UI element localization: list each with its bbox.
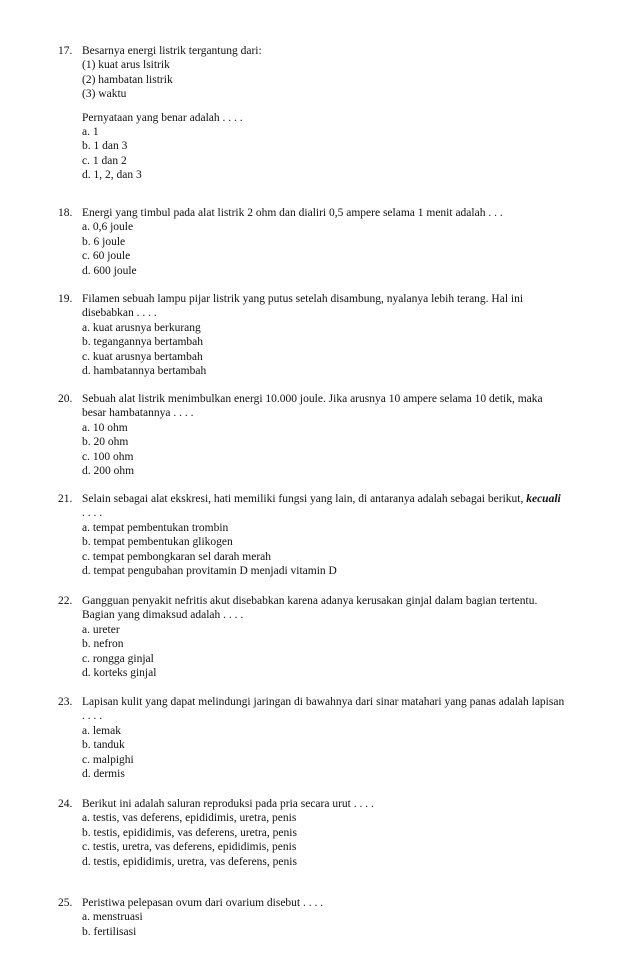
question-number: 17. xyxy=(58,45,73,57)
option-c: c. testis, uretra, vas deferens, epididimis, penis xyxy=(82,841,297,854)
option-a: a. tempat pembentukan trombin xyxy=(82,521,229,534)
option-a: a. kuat arusnya berkurang xyxy=(82,321,201,334)
question-25 xyxy=(58,896,618,939)
question-stem-followup: Pernyataan yang benar adalah . . . . xyxy=(82,111,243,124)
question-stem-cont: . . . . xyxy=(82,507,103,520)
question-body xyxy=(82,392,618,478)
question-number: 23. xyxy=(58,696,73,708)
question-stem: Sebuah alat listrik menimbulkan energi 10.000 joule. Jika arusnya 10 ampere selama 10 detik, maka xyxy=(82,393,543,405)
question-number: 24. xyxy=(58,798,73,810)
question-body xyxy=(82,44,618,183)
question-stem-cont: besar hambatannya . . . . xyxy=(82,407,194,420)
option-c: c. 100 ohm xyxy=(82,450,134,463)
option-b: b. nefron xyxy=(82,638,124,651)
option-b: b. tegangannya bertambah xyxy=(82,336,204,349)
statement-item: (1) kuat arus lsitrik xyxy=(82,59,170,72)
option-d: d. hambatannya bertambah xyxy=(82,365,207,378)
question-stem: Filamen sebuah lampu pijar listrik yang putus setelah disambung, nyalanya lebih terang. Hal ini xyxy=(82,293,524,305)
question-number: 18. xyxy=(58,207,73,219)
option-b: b. 1 dan 3 xyxy=(82,140,128,153)
option-d: d. korteks ginjal xyxy=(82,667,157,680)
question-22 xyxy=(58,594,618,680)
option-d: d. tempat pengubahan provitamin D menjadi vitamin D xyxy=(82,565,337,578)
question-number: 19. xyxy=(58,293,73,305)
question-stem: Lapisan kulit yang dapat melindungi jaringan di bawahnya dari sinar matahari yang panas adalah lapisan xyxy=(82,696,565,708)
question-body xyxy=(82,695,618,781)
option-b: b. tempat pembentukan glikogen xyxy=(82,536,233,549)
question-23 xyxy=(58,695,618,781)
question-stem-cont: . . . . xyxy=(82,710,103,723)
option-b: b. testis, epididimis, vas deferens, uretra, penis xyxy=(82,826,297,839)
question-stem xyxy=(82,492,618,506)
option-b: b. tanduk xyxy=(82,739,125,752)
question-20 xyxy=(58,392,618,478)
option-d: d. 1, 2, dan 3 xyxy=(82,169,142,182)
option-a: a. testis, vas deferens, epididimis, uretra, penis xyxy=(82,812,297,825)
option-d: d. testis, epididimis, uretra, vas deferens, penis xyxy=(82,855,297,868)
question-body xyxy=(82,896,618,939)
question-body xyxy=(82,292,618,378)
option-c: c. 1 dan 2 xyxy=(82,154,127,167)
question-24 xyxy=(58,797,618,869)
question-number: 22. xyxy=(58,595,73,607)
question-number: 21. xyxy=(58,493,73,505)
question-body xyxy=(82,797,618,869)
option-a: a. 1 xyxy=(82,126,99,139)
statement-item: (3) waktu xyxy=(82,88,127,101)
question-18 xyxy=(58,206,618,278)
option-d: d. 200 ohm xyxy=(82,465,135,478)
option-c: c. malpighi xyxy=(82,753,134,766)
option-d: d. dermis xyxy=(82,768,125,781)
option-b: b. 6 joule xyxy=(82,235,126,248)
option-a: a. 10 ohm xyxy=(82,421,128,434)
statement-item: (2) hambatan listrik xyxy=(82,73,173,86)
question-body xyxy=(82,492,618,578)
option-c: c. 60 joule xyxy=(82,250,131,263)
question-19 xyxy=(58,292,618,378)
question-21 xyxy=(58,492,618,578)
option-b: b. fertilisasi xyxy=(82,925,137,938)
option-d: d. 600 joule xyxy=(82,264,137,277)
option-c: c. tempat pembongkaran sel darah merah xyxy=(82,550,272,563)
question-number: 20. xyxy=(58,393,73,405)
option-a: a. ureter xyxy=(82,623,120,636)
question-stem: Energi yang timbul pada alat listrik 2 ohm dan dialiri 0,5 ampere selama 1 menit adalah . . . xyxy=(82,207,503,219)
option-a: a. menstruasi xyxy=(82,911,143,924)
question-stem: Peristiwa pelepasan ovum dari ovarium disebut . . . . xyxy=(82,897,324,909)
question-body xyxy=(82,594,618,680)
question-stem-cont: disebabkan . . . . xyxy=(82,307,157,320)
question-stem-cont: Bagian yang dimaksud adalah . . . . xyxy=(82,609,244,622)
question-stem: Gangguan penyakit nefritis akut disebabkan karena adanya kerusakan ginjal dalam bagian tertentu. xyxy=(82,595,538,607)
option-a: a. lemak xyxy=(82,724,121,737)
option-c: c. rongga ginjal xyxy=(82,652,154,665)
question-17 xyxy=(58,44,618,183)
option-a: a. 0,6 joule xyxy=(82,221,134,234)
emphasis-kecuali: kecuali xyxy=(526,493,561,505)
question-stem-text: Selain sebagai alat ekskresi, hati memiliki fungsi yang lain, di antaranya adalah sebagai berikut, xyxy=(82,493,524,505)
question-body xyxy=(82,206,618,278)
option-c: c. kuat arusnya bertambah xyxy=(82,350,203,363)
question-stem: Besarnya energi listrik tergantung dari: xyxy=(82,45,262,57)
question-number: 25. xyxy=(58,897,73,909)
option-b: b. 20 ohm xyxy=(82,436,129,449)
question-stem: Berikut ini adalah saluran reproduksi pada pria secara urut . . . . xyxy=(82,798,374,810)
